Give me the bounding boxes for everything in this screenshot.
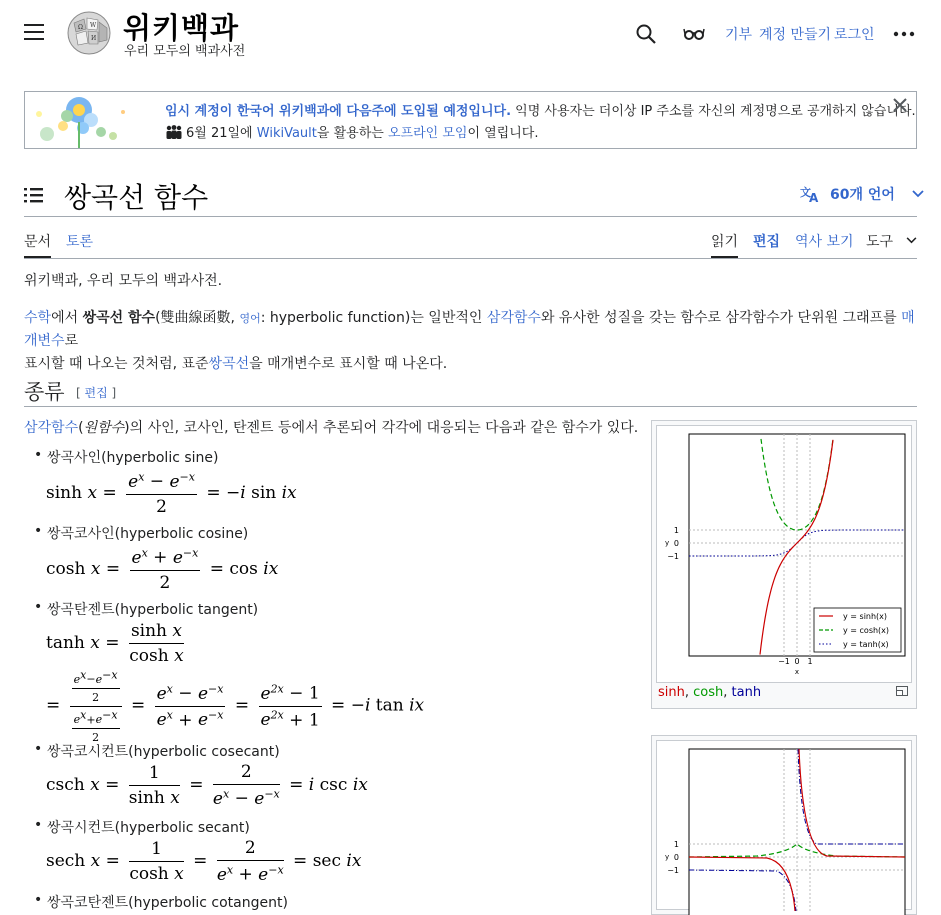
language-selector-button[interactable] — [800, 184, 924, 204]
function-name: 쌍곡시컨트(hyperbolic secant) — [47, 820, 250, 836]
legend-cosh: y = cosh(x) — [843, 626, 890, 635]
chevron-down-icon — [906, 237, 917, 244]
list-item — [34, 599, 258, 619]
y-tick: 1 — [673, 840, 679, 849]
tab-edit[interactable]: 편집 — [753, 234, 781, 250]
function-name: 쌍곡탄젠트(hyperbolic tangent) — [47, 602, 259, 618]
enlarge-icon[interactable] — [896, 686, 908, 696]
chevron-down-icon — [912, 190, 924, 198]
wikivault-link[interactable]: WikiVault — [256, 126, 317, 141]
tab-tools-label: 도구 — [866, 234, 894, 250]
caption-tanh: tanh — [731, 685, 762, 700]
caption-sinh: sinh — [658, 685, 685, 700]
lead-text: 에서 — [51, 310, 83, 326]
figure-csch-sech-coth — [651, 735, 917, 915]
figure-image[interactable] — [656, 425, 912, 683]
figure-sinh-cosh-tanh — [651, 420, 917, 709]
tab-read[interactable]: 읽기 — [711, 231, 738, 251]
y-tick: 0 — [673, 853, 679, 862]
formula-sech: sech x = $\frac{1}{\text{cosh x}}$ = $\frac{2}{e^x + e^{-x}}$ = sec ix — [46, 838, 362, 885]
reciprocal-hyperbolic-plot — [657, 741, 913, 911]
list-item — [34, 892, 288, 912]
notice-text: 익명 사용자는 더이상 IP 주소를 자신의 계정명으로 공개하지 않습니다. — [511, 104, 916, 119]
title-divider — [24, 216, 917, 217]
site-notice-banner — [24, 91, 917, 149]
function-name: 쌍곡코시컨트(hyperbolic cosecant) — [47, 744, 280, 760]
wikipedia-globe-logo[interactable] — [64, 10, 114, 56]
flower-illustration-icon — [27, 92, 131, 148]
figure-image-2[interactable] — [656, 740, 912, 910]
more-options-icon[interactable] — [892, 22, 916, 46]
y-tick: 1 — [673, 526, 679, 535]
lead-text: 로 — [64, 333, 79, 349]
svg-text:文: 文 — [800, 186, 811, 199]
y-tick: −1 — [667, 866, 679, 875]
search-icon[interactable] — [634, 22, 658, 46]
section-heading-types: 종류 — [24, 380, 65, 404]
intro-paren: ( — [78, 420, 84, 436]
function-name: 쌍곡사인(hyperbolic sine) — [47, 450, 219, 466]
x-tick: 1 — [807, 657, 813, 666]
notice-date-text: 6월 21일에 — [186, 126, 257, 141]
create-account-link[interactable]: 계정 만들기 — [759, 27, 832, 43]
formula-sinh: sinh x = $\frac{e^x - e^{-x}}{2}$ = −i sin ix — [46, 470, 297, 517]
function-name: 쌍곡코탄젠트(hyperbolic cotangent) — [47, 895, 288, 911]
lead-text: 을 매개변수로 표시할 때 나온다. — [249, 356, 448, 372]
site-subtitle: 위키백과, 우리 모두의 백과사전. — [24, 273, 223, 289]
lead-bold-term: 쌍곡선 함수 — [82, 310, 156, 326]
list-item — [34, 741, 280, 761]
figure-caption: sinh, cosh, tanh — [658, 685, 762, 700]
login-link[interactable]: 로그인 — [834, 27, 875, 43]
svg-text:И: И — [91, 35, 97, 42]
svg-text:Ω: Ω — [78, 24, 83, 31]
tab-tools[interactable] — [866, 231, 917, 251]
math-link[interactable]: 수학 — [24, 310, 52, 326]
formula-csch: csch x = $\frac{1}{\text{sinh x}}$ = $\frac{2}{e^x - e^{-x}}$ = i csc ix — [46, 762, 368, 809]
tabs-divider — [24, 258, 917, 259]
parameter-link[interactable]: 매개변수 — [24, 310, 915, 349]
section-intro — [24, 417, 638, 437]
x-tick: −1 — [778, 657, 790, 666]
svg-text:W: W — [90, 22, 97, 29]
legend-sinh: y = sinh(x) — [843, 612, 888, 621]
section-divider — [24, 406, 917, 407]
lead-text: 와 유사한 성질을 갖는 함수로 삼각함수가 단위원 그래프를 — [540, 310, 902, 326]
svg-text:A: A — [809, 191, 819, 205]
notice-text-3: 이 열립니다. — [467, 126, 539, 141]
close-icon[interactable] — [891, 96, 909, 114]
lead-text: 표시할 때 나오는 것처럼, 표준 — [24, 356, 209, 372]
page-title: 쌍곡선 함수 — [64, 181, 209, 214]
formula-cosh: cosh x = $\frac{e^x + e^{-x}}{2}$ = cos ix — [46, 546, 279, 593]
translate-icon — [800, 185, 822, 203]
tab-article[interactable]: 문서 — [24, 231, 51, 251]
list-item — [34, 523, 248, 543]
lead-text: : hyperbolic function)는 일반적인 — [260, 310, 487, 326]
intro-italic: 원함수 — [83, 420, 125, 436]
section-edit-link[interactable]: [ 편집 ] — [76, 386, 117, 400]
caption-cosh: cosh — [693, 685, 724, 700]
plot-legend — [814, 608, 901, 652]
site-tagline: 우리 모두의 백과사전 — [124, 44, 246, 59]
people-group-icon — [165, 125, 183, 139]
notice-headline-link[interactable]: 임시 계정이 한국어 위키백과에 다음주에 도입될 예정입니다. — [165, 104, 512, 119]
tab-history[interactable]: 역사 보기 — [795, 234, 854, 250]
offline-meetup-link[interactable]: 오프라인 모임 — [387, 126, 468, 141]
trig-function-link[interactable]: 삼각함수 — [486, 310, 541, 326]
x-axis-label: x — [794, 668, 800, 676]
tab-talk[interactable]: 토론 — [66, 234, 94, 250]
list-item — [34, 817, 250, 837]
legend-tanh: y = tanh(x) — [843, 640, 889, 649]
section-edit-label: 편집 — [84, 386, 108, 400]
table-of-contents-icon[interactable] — [24, 186, 44, 204]
y-tick: 0 — [673, 539, 679, 548]
language-count: 60개 언어 — [830, 187, 895, 203]
formula-tanh: tanh x = $\frac{\text{sinh x}}{\text{cosh x}}$ — [46, 621, 184, 666]
formula-tanh-expanded: = $\frac{\frac{e^x-e^{-x}}{2}}{\frac{e^x+e^{-x}}{2}}$ = $\frac{e^x - e^{-x}}{e^x + e^{-x}}$ = $\frac{e^{2x} - 1}{e^{2x} + 1}$ = −i tan ix — [46, 668, 425, 745]
notice-text-2: 을 활용하는 — [316, 126, 388, 141]
y-axis-label: y — [665, 539, 670, 547]
site-wordmark[interactable]: 위키백과 — [123, 11, 240, 45]
english-lang-label: 영어 — [239, 312, 261, 325]
function-name: 쌍곡코사인(hyperbolic cosine) — [47, 526, 249, 542]
y-tick: −1 — [667, 552, 679, 561]
intro-text: )의 사인, 코사인, 탄젠트 등에서 추론되어 각각에 대응되는 다음과 같은 함수가 있다. — [124, 420, 639, 436]
donate-link[interactable]: 기부 — [725, 27, 753, 43]
trig-function-link-2[interactable]: 삼각함수 — [24, 420, 79, 436]
hyperbolic-functions-plot — [657, 426, 913, 684]
x-tick: 0 — [794, 657, 800, 666]
lead-paragraph — [24, 307, 917, 376]
hyperbola-link[interactable]: 쌍곡선 — [208, 356, 250, 372]
y-axis-label-2: y — [665, 853, 670, 861]
english-lang-link[interactable] — [239, 310, 260, 326]
main-menu-button[interactable] — [24, 24, 44, 42]
reading-glasses-icon[interactable] — [682, 22, 706, 46]
lead-text: (雙曲線函數, — [155, 310, 240, 326]
list-item — [34, 447, 218, 467]
